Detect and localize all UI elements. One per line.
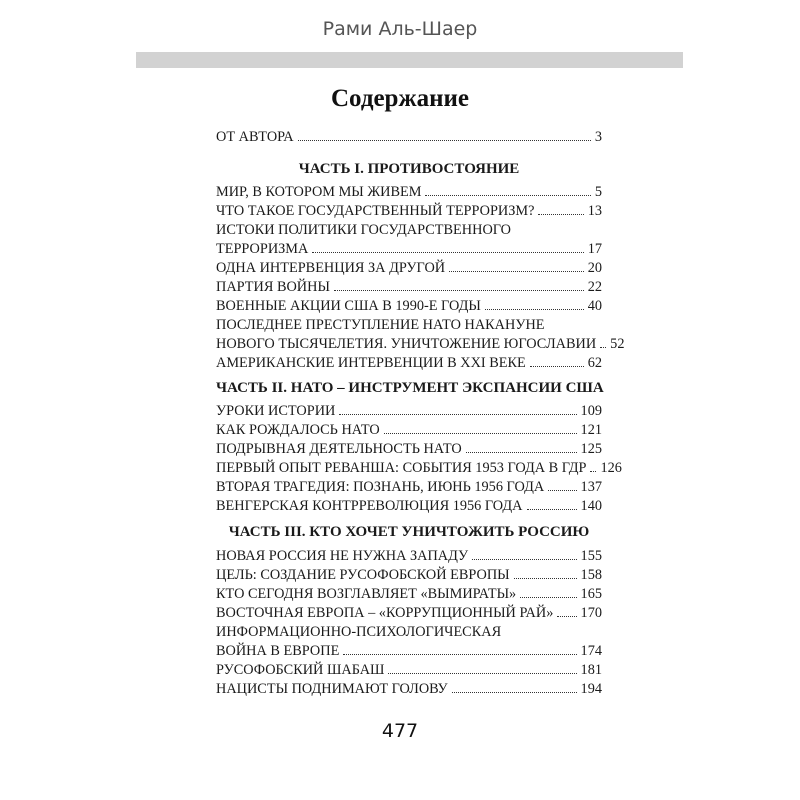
part-heading: ЧАСТЬ III. КТО ХОЧЕТ УНИЧТОЖИТЬ РОССИЮ [228,524,590,540]
toc-entry-title: МИР, В КОТОРОМ МЫ ЖИВЕМ [216,184,422,200]
dot-leader [600,347,606,348]
dot-leader [298,140,591,141]
toc-entry-line1 [216,314,602,334]
dot-leader [334,290,584,291]
toc-entry [216,602,602,622]
toc-entry [216,564,602,584]
toc-entry-page: 3 [594,129,602,145]
toc-entry [216,659,602,679]
toc-entry [216,295,602,315]
toc-entry-page: 40 [587,298,602,314]
toc-entry-page: 22 [587,279,602,295]
dot-leader [339,414,576,415]
toc-entry-title: ВЕНГЕРСКАЯ КОНТРРЕВОЛЮЦИЯ 1956 ГОДА [216,498,523,514]
toc-entry [216,257,602,277]
toc-entry [216,276,602,296]
toc-entry-title: КАК РОЖДАЛОСЬ НАТО [216,422,380,438]
dot-leader [514,578,577,579]
toc-entry-page: 194 [580,681,602,697]
toc-entry-title: ОДНА ИНТЕРВЕНЦИЯ ЗА ДРУГОЙ [216,260,446,276]
toc-entry-title: ВОЕННЫЕ АКЦИИ США В 1990-Е ГОДЫ [216,298,481,314]
toc-entry-page: 181 [580,662,602,678]
dot-leader [472,559,576,560]
toc-entry-title: КТО СЕГОДНЯ ВОЗГЛАВЛЯЕТ «ВЫМИРАТЫ» [216,586,517,602]
toc-entry-title: ЦЕЛЬ: СОЗДАНИЕ РУСОФОБСКОЙ ЕВРОПЫ [216,567,510,583]
toc-entry-title: ВОЙНА В ЕВРОПЕ [216,643,340,659]
dot-leader [485,309,584,310]
toc-entry-title: ПОДРЫВНАЯ ДЕЯТЕЛЬНОСТЬ НАТО [216,441,462,457]
toc-entry-page: 17 [587,241,602,257]
header-band [136,52,683,68]
toc-entry-page: 126 [600,460,622,476]
toc-entry-title: УРОКИ ИСТОРИИ [216,403,336,419]
toc-entry [216,352,602,372]
dot-leader [520,597,576,598]
toc-entry [216,678,602,698]
toc-entry-page: 155 [580,548,602,564]
toc-entry [216,545,602,565]
toc-entry-page: 5 [594,184,602,200]
toc-entry [216,200,602,220]
dot-leader [343,654,576,655]
toc-entry-page: 62 [587,355,602,371]
toc-entry-title: АМЕРИКАНСКИЕ ИНТЕРВЕНЦИИ В XXI ВЕКЕ [216,355,526,371]
toc-entry [216,126,602,146]
toc-entry-title: ПОСЛЕДНЕЕ ПРЕСТУПЛЕНИЕ НАТО НАКАНУНЕ [216,317,545,333]
toc-entry-page: 125 [580,441,602,457]
dot-leader [388,673,576,674]
toc-entry [216,640,602,660]
toc-entry-page: 121 [580,422,602,438]
toc-entry-title: ИСТОКИ ПОЛИТИКИ ГОСУДАРСТВЕННОГО [216,222,511,238]
toc-entry [216,583,602,603]
toc-entry-page: 109 [580,403,602,419]
toc-entry [216,419,602,439]
running-header-author: Рами Аль-Шаер [322,18,478,40]
toc-entry-page: 52 [610,336,625,352]
toc-entry [216,438,602,458]
part-heading: ЧАСТЬ I. ПРОТИВОСТОЯНИЕ [298,161,520,177]
toc-entry-title: ОТ АВТОРА [216,129,294,145]
dot-leader [425,195,590,196]
dot-leader [312,252,583,253]
toc-entry [216,476,602,496]
dot-leader [527,509,577,510]
dot-leader [538,214,583,215]
toc-entry-line1 [216,621,602,641]
toc-entry-page: 137 [580,479,602,495]
dot-leader [449,271,584,272]
toc-entry-page: 170 [580,605,602,621]
dot-leader [452,692,577,693]
page-number: 477 [381,720,419,742]
toc-entry-page: 158 [580,567,602,583]
toc-entry-title: ИНФОРМАЦИОННО-ПСИХОЛОГИЧЕСКАЯ [216,624,502,640]
toc-entry-page: 174 [580,643,602,659]
dot-leader [384,433,577,434]
toc-entry-title: ВТОРАЯ ТРАГЕДИЯ: ПОЗНАНЬ, ИЮНЬ 1956 ГОДА [216,479,545,495]
toc-entry [216,495,602,515]
dot-leader [466,452,577,453]
toc-entry-title: ПЕРВЫЙ ОПЫТ РЕВАНША: СОБЫТИЯ 1953 ГОДА В ГДР [216,460,587,476]
toc-entry [216,400,602,420]
dot-leader [590,471,596,472]
toc-entry-title: ЧТО ТАКОЕ ГОСУДАРСТВЕННЫЙ ТЕРРОРИЗМ? [216,203,535,219]
toc-entry-title: ВОСТОЧНАЯ ЕВРОПА – «КОРРУПЦИОННЫЙ РАЙ» [216,605,554,621]
toc-entry-page: 165 [580,586,602,602]
toc-entry-title: ТЕРРОРИЗМА [216,241,309,257]
toc-entry [216,181,602,201]
toc-entry [216,457,622,477]
part-heading: ЧАСТЬ II. НАТО – ИНСТРУМЕНТ ЭКСПАНСИИ США [216,380,604,396]
page-title: Содержание [330,85,469,112]
toc-entry-title: ПАРТИЯ ВОЙНЫ [216,279,330,295]
dot-leader [548,490,576,491]
toc-entry-line1 [216,219,602,239]
toc-entry-page: 13 [587,203,602,219]
dot-leader [557,616,576,617]
toc-entry-title: НАЦИСТЫ ПОДНИМАЮТ ГОЛОВУ [216,681,448,697]
toc-entry-page: 20 [587,260,602,276]
toc-entry-title: НОВОГО ТЫСЯЧЕЛЕТИЯ. УНИЧТОЖЕНИЕ ЮГОСЛАВИИ [216,336,597,352]
dot-leader [530,366,584,367]
toc-entry-title: РУСОФОБСКИЙ ШАБАШ [216,662,385,678]
toc-entry-title: НОВАЯ РОССИЯ НЕ НУЖНА ЗАПАДУ [216,548,469,564]
toc-entry [216,333,625,353]
toc-entry-page: 140 [580,498,602,514]
toc-entry [216,238,602,258]
